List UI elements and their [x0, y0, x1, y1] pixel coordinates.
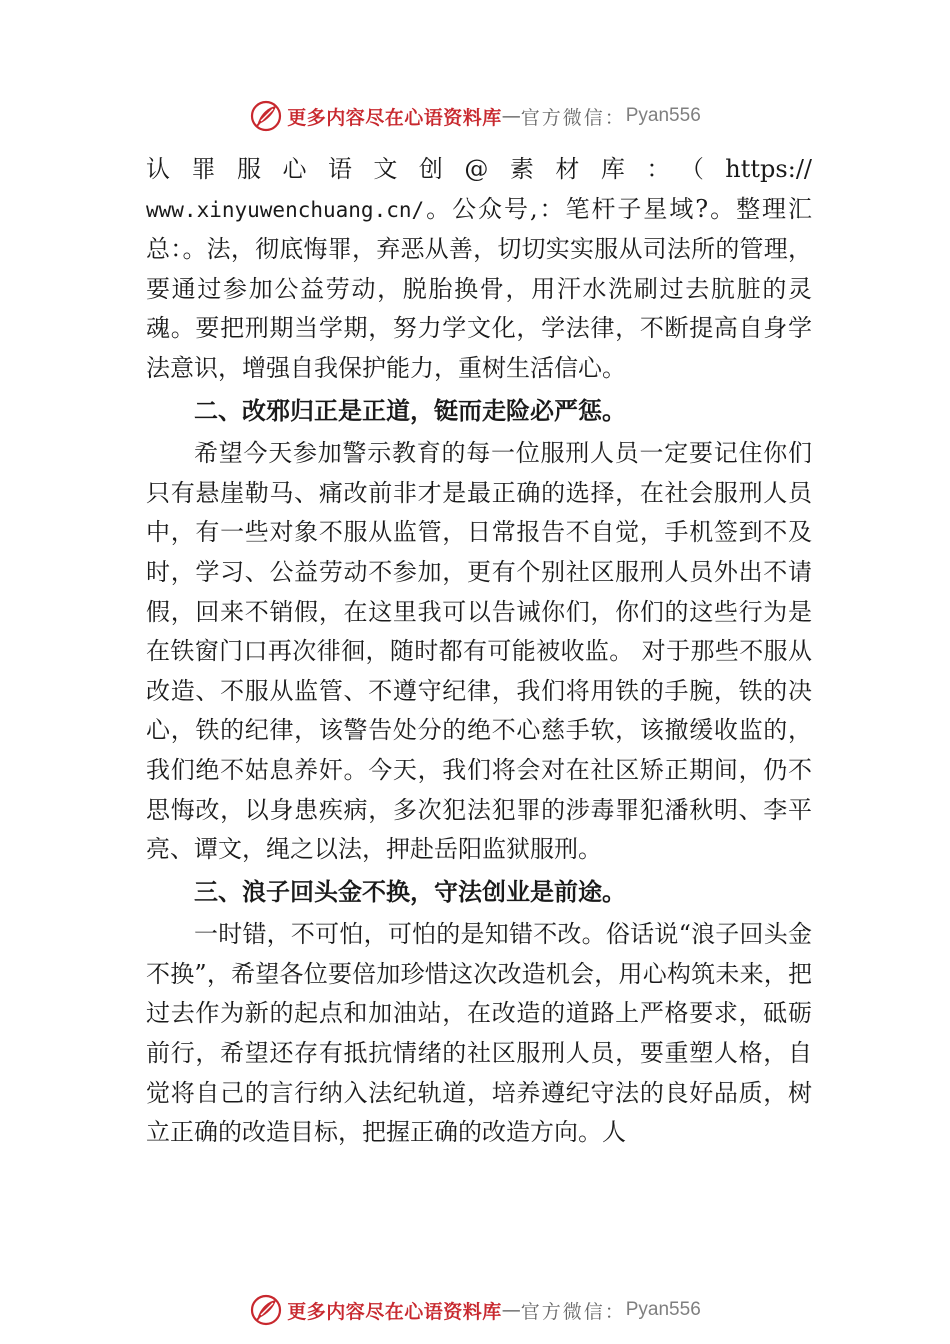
header-separator: — — [501, 105, 521, 127]
footer-wechat-label: 官方微信： — [520, 1300, 626, 1323]
footer-wechat-handle: Pyan556 — [625, 1299, 701, 1320]
paragraph-3: 一时错，不可怕，可怕的是知错不改。俗话说“浪子回头金不换”，希望各位要倍加珍惜这次改造机会，用心构筑未来，把过去作为新的起点和加油站，在改造的道路上严格要求，砥砺前行，希望还存有抵抗情绪的社区服刑人员，要重塑人格，自觉将自己的言行纳入法纪轨道，培养遵纪守法的良好品质，树立正确的改造目标，把握正确的改造方向。人 — [146, 920, 812, 1147]
footer-banner — [0, 1290, 950, 1330]
footer-separator: — — [501, 1299, 521, 1321]
leaf-pen-logo-icon — [249, 99, 283, 133]
header-site-text: 更多内容尽在心语资料库 — [287, 106, 502, 129]
header-wechat-label: 官方微信： — [520, 106, 626, 129]
header-wechat-handle: Pyan556 — [625, 105, 701, 126]
header-banner — [0, 96, 950, 136]
section-heading-2: 二、改邪归正是正道，铤而走险必严惩。 — [194, 396, 626, 425]
section-heading-3: 三、浪子回头金不换，守法创业是前途。 — [194, 877, 626, 906]
leaf-pen-logo-icon — [249, 1293, 283, 1327]
document-body — [146, 150, 812, 1153]
source-url: www.xinyuwenchuang.cn/ — [146, 197, 425, 222]
paragraph-1-text: 。公众号,：笔杆子星域?。整理汇总：。法，彻底悔罪，弃恶从善，切切实实服从司法所的管理，要通过参加公益劳动，脱胎换骨，用汗水洗刷过去肮脏的灵魂。要把刑期当学期，努力学文化，学法律，不断提高自身学法意识，增强自我保护能力，重树生活信心。 — [146, 194, 812, 382]
paragraph-2: 希望今天参加警示教育的每一位服刑人员一定要记住你们只有悬崖勒马、痛改前非才是最正确的选择，在社会服刑人员中，有一些对象不服从监管，日常报告不自觉，手机签到不及时，学习、公益劳动不参加，更有个别社区服刑人员外出不请假，回来不销假，在这里我可以告诫你们，你们的这些行为是在铁窗门口再次徘徊，随时都有可能被收监。 对于那些不服从改造、不服从监管、不遵守纪律，我们将用铁的手腕，铁的决心，铁的纪律，该警告处分的绝不心慈手软，该撤缓收监的，我们绝不姑息养奸。今天，我们将会对在社区矫正期间，仍不思悔改，以身患疾病，多次犯法犯罪的涉毒罪犯潘秋明、李平亮、谭文，绳之以法，押赴岳阳监狱服刑。 — [146, 439, 812, 864]
footer-site-text: 更多内容尽在心语资料库 — [287, 1300, 502, 1323]
paragraph-1 — [146, 190, 812, 389]
paragraph-1-line-1: 认罪服心语文创@素材库：（https:// — [146, 155, 812, 183]
